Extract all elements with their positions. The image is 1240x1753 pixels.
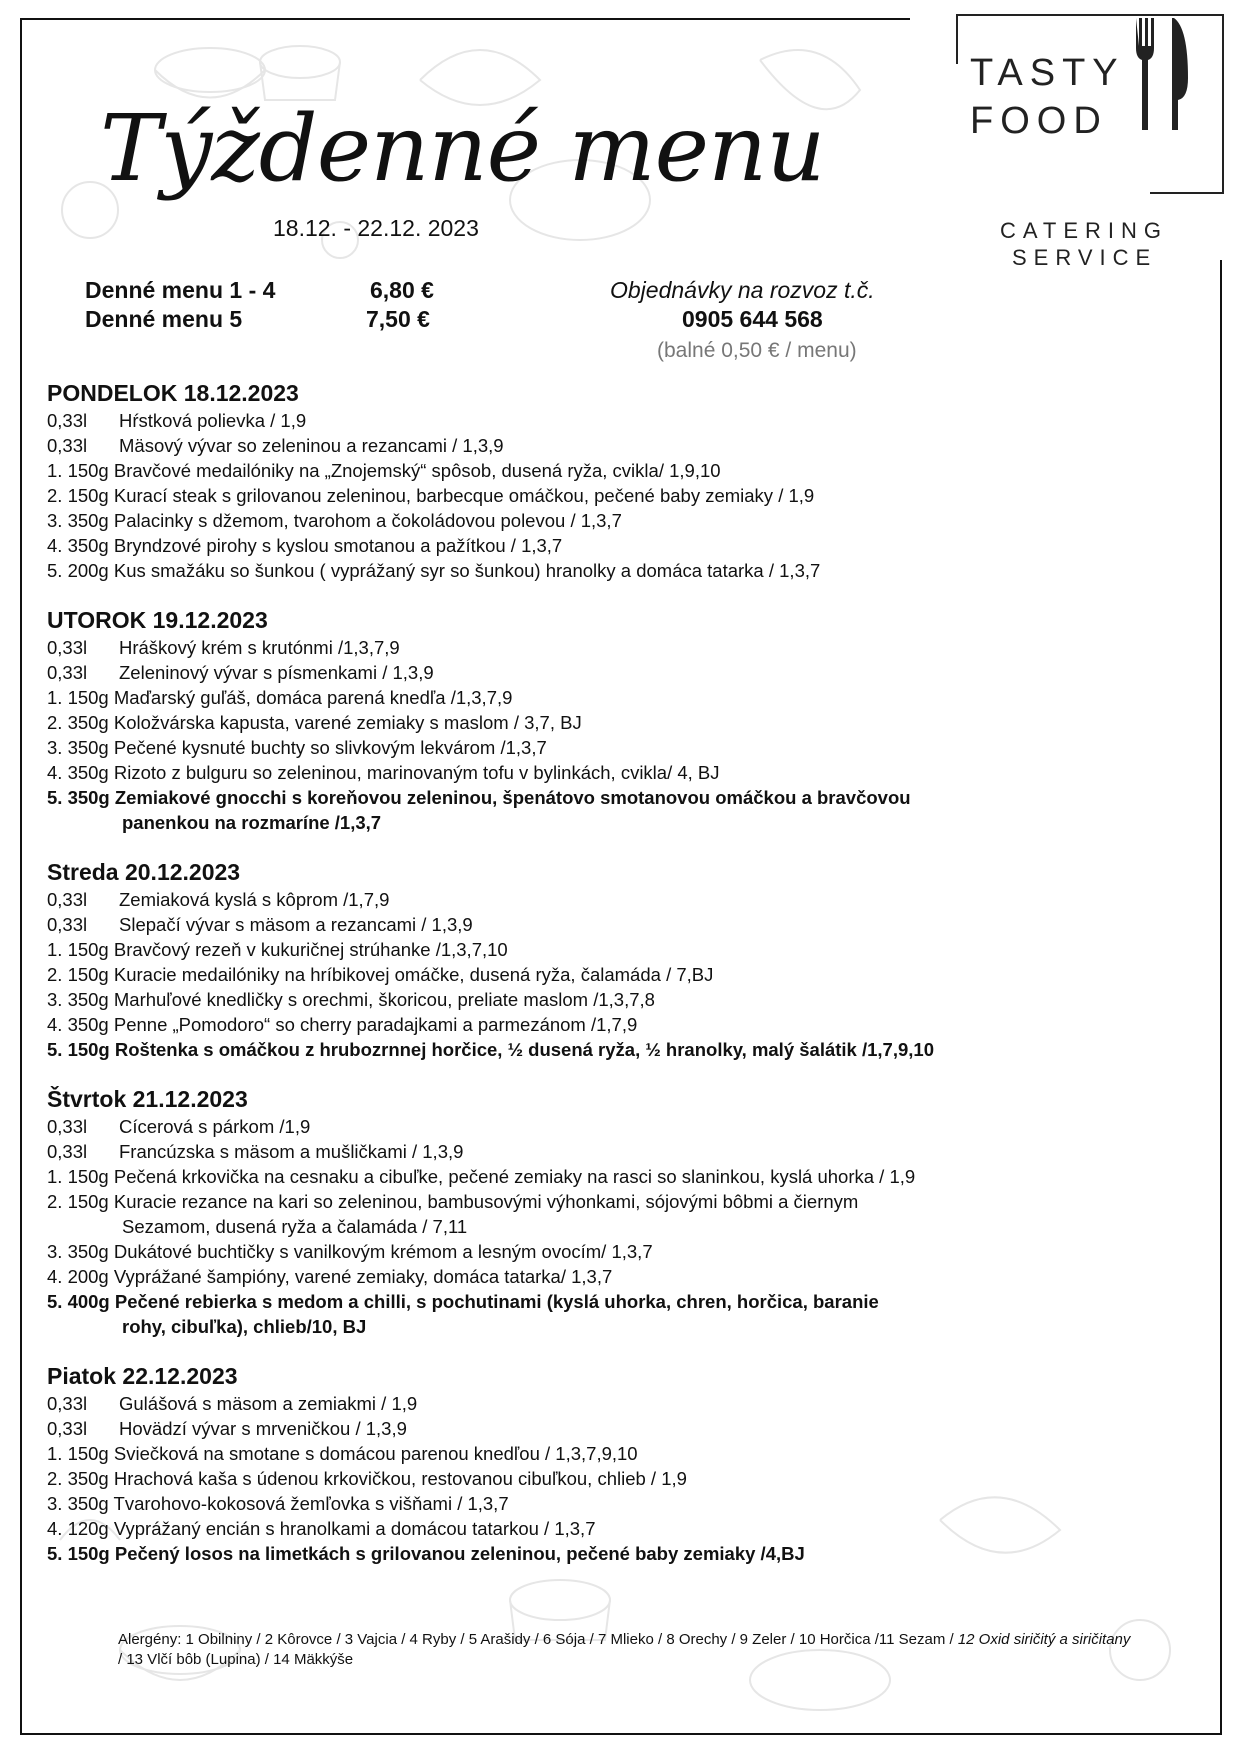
soup-item [47,1114,1197,1139]
logo-frame-right [1222,14,1224,194]
soup-item [47,1139,1197,1164]
fork-knife-icon [1130,18,1192,136]
soup-name: Cícerová s párkom /1,9 [119,1116,311,1137]
menu-5-price: 7,50 € [366,306,430,332]
dish-item: 2. 150g Kurací steak s grilovanou zeleninou, barbecque omáčkou, pečené baby zemiaky / 1,9 [47,485,815,506]
soup-item [47,408,1197,433]
soup-size: 0,33l [47,435,88,456]
soup-name: Hovädzí vývar s mrveničkou / 1,3,9 [119,1418,407,1439]
dish-item: 4. 350g Penne „Pomodoro“ so cherry paradajkami a parmezánom /1,7,9 [47,1014,638,1035]
soup-size: 0,33l [47,662,88,683]
logo-frame-top [956,14,1224,16]
dish-item: 2. 150g Kuracie medailóniky na hríbikovej omáčke, dusená ryža, čalamáda / 7,BJ [47,964,714,985]
order-text: Objednávky na rozvoz t.č. [610,277,875,303]
soup-name: Hŕstková polievka / 1,9 [119,410,307,431]
page-title: Týždenné menu [100,95,825,202]
day-thursday [47,1084,1197,1339]
day-wednesday [47,857,1197,1062]
soup-size: 0,33l [47,637,88,658]
bowl-doodle [155,48,265,92]
soup-name: Mäsový vývar so zeleninou a rezancami / 1,3,9 [119,435,504,456]
soup-size: 0,33l [47,1141,88,1162]
soup-size: 0,33l [47,889,88,910]
soup-size: 0,33l [47,914,88,935]
dish-item: 1. 150g Maďarský guľáš, domáca parená knedľa /1,3,7,9 [47,687,513,708]
page-border-top [20,18,910,20]
menu-5-label: Denné menu 5 [85,306,243,332]
day-tuesday [47,605,1197,835]
soup-size: 0,33l [47,410,88,431]
order-phone: 0905 644 568 [682,306,823,332]
order-note: (balné 0,50 € / menu) [657,339,857,362]
dish-item: 2. 350g Koložvárska kapusta, varené zemiaky s maslom / 3,7, BJ [47,712,582,733]
logo-service: SERVICE [1012,245,1158,270]
special-dish-continuation: panenkou na rozmaríne /1,3,7 [122,812,382,833]
day-heading: UTOROK 19.12.2023 [47,607,268,633]
special-dish-item: 5. 350g Zemiakové gnocchi s koreňovou zeleninou, špenátovo smotanovou omáčkou a bravčovou [47,787,911,808]
soup-name: Zemiaková kyslá s kôprom /1,7,9 [119,889,390,910]
allergens-italic: 12 Oxid siričitý a siričitany [957,1631,1131,1648]
dish-item: 2. 350g Hrachová kaša s údenou krkovičkou, restovanou cibuľkou, chlieb / 1,9 [47,1468,687,1489]
soup-item [47,912,1197,937]
logo-frame-bottom [1150,192,1224,194]
dish-item: 3. 350g Palacinky s džemom, tvarohom a čokoládovou polevou / 1,3,7 [47,510,622,531]
page-border-right [1220,260,1222,1735]
day-heading: Streda 20.12.2023 [47,859,241,885]
special-dish-item: 5. 150g Pečený losos na limetkách s grilovanou zeleninou, pečené baby zemiaky /4,BJ [47,1543,805,1564]
dish-item: 3. 350g Marhuľové knedličky s orechmi, škoricou, preliate maslom /1,3,7,8 [47,989,655,1010]
soup-size: 0,33l [47,1418,88,1439]
dish-item: 5. 200g Kus smažáku so šunkou ( vyprážaný syr so šunkou) hranolky a domáca tatarka / 1,3,7 [47,560,821,581]
day-friday [47,1361,1197,1566]
dish-item: 4. 350g Bryndzové pirohy s kyslou smotanou a pažítkou / 1,3,7 [47,535,563,556]
menu-1-4-price: 6,80 € [370,277,434,303]
logo-food: FOOD [970,100,1108,142]
date-range: 18.12. - 22.12. 2023 [273,215,479,241]
dish-item: 1. 150g Bravčový rezeň v kukuričnej strúhanke /1,3,7,10 [47,939,508,960]
soup-name: Hráškový krém s krutónmi /1,3,7,9 [119,637,400,658]
dish-item: 4. 120g Vyprážaný encián s hranolkami a domácou tatarkou / 1,3,7 [47,1518,596,1539]
soup-item [47,635,1197,660]
soup-size: 0,33l [47,1393,88,1414]
page-border-bottom [20,1733,1222,1735]
bowl-doodle-base [155,70,265,98]
logo-tasty: TASTY [970,52,1125,94]
soup-name: Gulášová s mäsom a zemiakmi / 1,9 [119,1393,418,1414]
dish-item: 1. 150g Sviečková na smotane s domácou parenou knedľou / 1,3,7,9,10 [47,1443,638,1464]
dish-item: 3. 350g Pečené kysnuté buchty so slivkovým lekvárom /1,3,7 [47,737,547,758]
soup-item [47,1416,1197,1441]
dish-item: 1. 150g Bravčové medailóniky na „Znojemský“ spôsob, dusená ryža, cvikla/ 1,9,10 [47,460,721,481]
menu-1-4-label: Denné menu 1 - 4 [85,277,276,303]
dish-continuation: Sezamom, dusená ryža a čalamáda / 7,11 [122,1216,468,1237]
page-border-left [20,20,22,1735]
special-dish-continuation: rohy, cibuľka), chlieb/10, BJ [122,1316,367,1337]
pot-doodle [260,46,340,78]
soup-item [47,1391,1197,1416]
allergens-footer [118,1630,1138,1670]
soup-item [47,433,1197,458]
weekly-menu [47,378,1197,1588]
allergens-rest: / 13 Vlčí bôb (Lupina) / 14 Mäkkýše [118,1651,354,1668]
dish-item: 2. 150g Kuracie rezance na kari so zeleninou, bambusovými výhonkami, sójovými bôbmi a čiernym [47,1191,859,1212]
day-monday [47,378,1197,583]
dish-item: 3. 350g Dukátové buchtičky s vanilkovým krémom a lesným ovocím/ 1,3,7 [47,1241,653,1262]
logo-frame-left [956,14,958,64]
dish-item: 4. 350g Rizoto z bulguru so zeleninou, marinovaným tofu v bylinkách, cvikla/ 4, BJ [47,762,720,783]
dish-item: 4. 200g Vyprážané šampióny, varené zemiaky, domáca tatarka/ 1,3,7 [47,1266,613,1287]
soup-item [47,660,1197,685]
allergens-main: Alergény: 1 Obilniny / 2 Kôrovce / 3 Vajcia / 4 Ryby / 5 Arašidy / 6 Sója / 7 Mlieko / 8 Orechy / 9 Zeler / 10 Horčica /11 Sezam / [118,1631,958,1648]
dish-item: 3. 350g Tvarohovo-kokosová žemľovka s višňami / 1,3,7 [47,1493,509,1514]
dish-item: 1. 150g Pečená krkovička na cesnaku a cibuľke, pečené zemiaky na rasci so slaninkou, kyslá uhorka / 1,9 [47,1166,916,1187]
special-dish-item: 5. 150g Roštenka s omáčkou z hrubozrnnej horčice, ½ dusená ryža, ½ hranolky, malý šalátik /1,7,9,10 [47,1039,934,1060]
soup-item [47,887,1197,912]
special-dish-item: 5. 400g Pečené rebierka s medom a chilli, s pochutinami (kyslá uhorka, chren, horčica, baranie [47,1291,879,1312]
soup-name: Zeleninový vývar s písmenkami / 1,3,9 [119,662,434,683]
logo-catering: CATERING [1000,218,1169,243]
day-heading: Piatok 22.12.2023 [47,1363,238,1389]
soup-size: 0,33l [47,1116,88,1137]
soup-name: Slepačí vývar s mäsom a rezancami / 1,3,9 [119,914,473,935]
day-heading: PONDELOK 18.12.2023 [47,380,299,406]
soup-name: Francúzska s mäsom a mušličkami / 1,3,9 [119,1141,464,1162]
day-heading: Štvrtok 21.12.2023 [47,1086,248,1112]
